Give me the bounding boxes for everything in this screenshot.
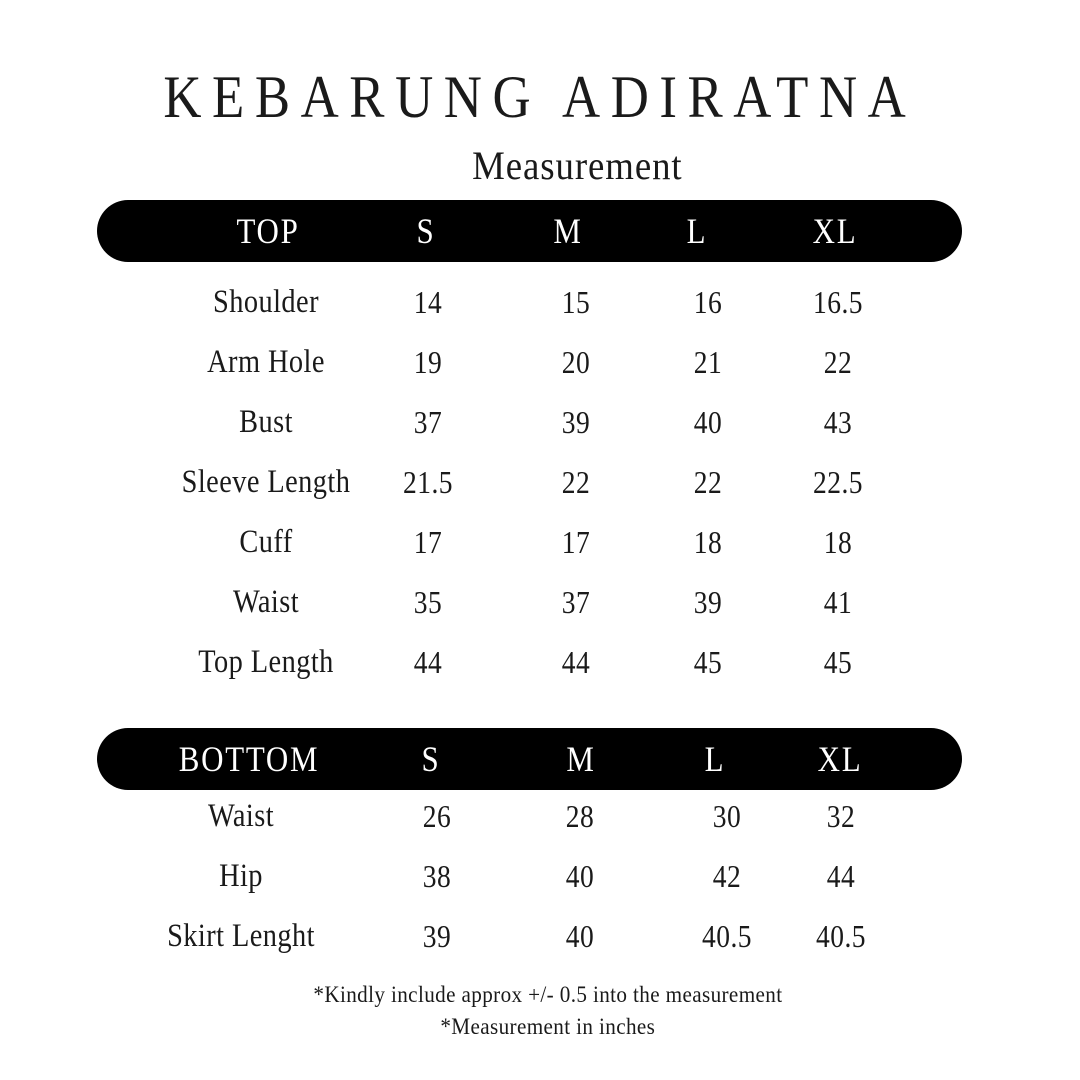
size-column-header-s: S [416, 211, 436, 251]
size-value-m: 28 [565, 798, 594, 834]
size-value-s: 19 [414, 344, 443, 380]
size-value-m: 40 [565, 918, 594, 954]
size-value-m: 39 [562, 404, 591, 440]
size-column-header-m: M [553, 211, 584, 251]
size-value-l: 22 [693, 464, 722, 500]
size-value-l: 16 [693, 284, 722, 320]
size-value-xl: 44 [826, 858, 856, 894]
size-value-l: 18 [693, 524, 722, 560]
row-label: Arm Hole [206, 344, 325, 380]
size-value-l: 45 [693, 644, 722, 680]
bottom-section-label: BOTTOM [178, 739, 320, 779]
size-column-header-m: M [566, 739, 597, 779]
measurement-row-hip [97, 846, 962, 906]
size-value-l: 40 [693, 404, 722, 440]
measurement-row-bust [97, 392, 962, 452]
measurement-row-cuff [97, 512, 962, 572]
size-column-header-l: L [704, 739, 725, 779]
size-value-l: 40.5 [701, 918, 752, 954]
size-value-m: 15 [562, 284, 591, 320]
row-label: Hip [218, 858, 263, 894]
size-column-header-s: S [421, 739, 441, 779]
size-column-header-xl: XL [812, 211, 858, 251]
size-value-s: 39 [422, 918, 452, 954]
size-value-m: 40 [565, 858, 594, 894]
row-label: Sleeve Length [181, 464, 351, 500]
size-value-xl: 16.5 [813, 284, 864, 320]
size-value-s: 14 [414, 284, 443, 320]
size-value-xl: 32 [826, 798, 856, 834]
measurement-row-top-length [97, 632, 962, 692]
bottom-section-rows [97, 786, 962, 966]
size-value-m: 44 [562, 644, 591, 680]
size-value-xl: 22 [824, 344, 853, 380]
size-value-xl: 18 [824, 524, 853, 560]
footnote-units: *Measurement in inches [440, 1014, 656, 1039]
footnotes [8, 980, 1080, 1044]
measurement-row-waist-bottom [97, 786, 962, 846]
size-value-l: 39 [693, 584, 722, 620]
measurement-row-skirt-lenght [97, 906, 962, 966]
row-label: Bust [238, 404, 293, 440]
size-value-m: 20 [562, 344, 591, 380]
top-section-label: TOP [236, 211, 300, 251]
size-value-l: 30 [712, 798, 741, 834]
page-title: KEBARUNG ADIRATNA [163, 64, 917, 130]
row-label: Waist [232, 584, 299, 620]
subtitle-wrap [37, 142, 1080, 190]
row-label: Top Length [197, 644, 334, 680]
size-value-s: 17 [414, 524, 443, 560]
measurement-table [97, 200, 962, 966]
size-value-m: 37 [562, 584, 591, 620]
size-value-xl: 40.5 [815, 918, 866, 954]
subtitle: Measurement [471, 143, 683, 188]
measurement-row-waist-top [97, 572, 962, 632]
size-value-s: 35 [414, 584, 443, 620]
row-label: Shoulder [212, 284, 319, 320]
measurement-row-arm-hole [97, 332, 962, 392]
footnote-tolerance: *Kindly include approx +/- 0.5 into the measurement [313, 982, 783, 1007]
size-value-l: 21 [693, 344, 722, 380]
size-value-s: 44 [414, 644, 443, 680]
size-value-s: 38 [422, 858, 452, 894]
size-value-m: 17 [562, 524, 591, 560]
row-label: Waist [207, 798, 274, 834]
measurement-row-shoulder [97, 272, 962, 332]
top-section-header [97, 200, 962, 262]
bottom-section-header [97, 728, 962, 790]
row-label: Skirt Lenght [166, 918, 315, 954]
size-value-xl: 41 [824, 584, 853, 620]
row-label: Cuff [239, 524, 293, 560]
size-value-s: 37 [414, 404, 443, 440]
size-column-header-l: L [686, 211, 708, 251]
top-section-rows [97, 272, 962, 692]
size-value-l: 42 [712, 858, 741, 894]
size-value-s: 21.5 [403, 464, 454, 500]
size-value-xl: 43 [824, 404, 853, 440]
size-value-xl: 22.5 [813, 464, 864, 500]
size-value-m: 22 [562, 464, 591, 500]
size-value-s: 26 [422, 798, 452, 834]
size-value-xl: 45 [824, 644, 853, 680]
measurement-row-sleeve-length [97, 452, 962, 512]
size-column-header-xl: XL [817, 739, 863, 779]
header [0, 0, 1080, 190]
